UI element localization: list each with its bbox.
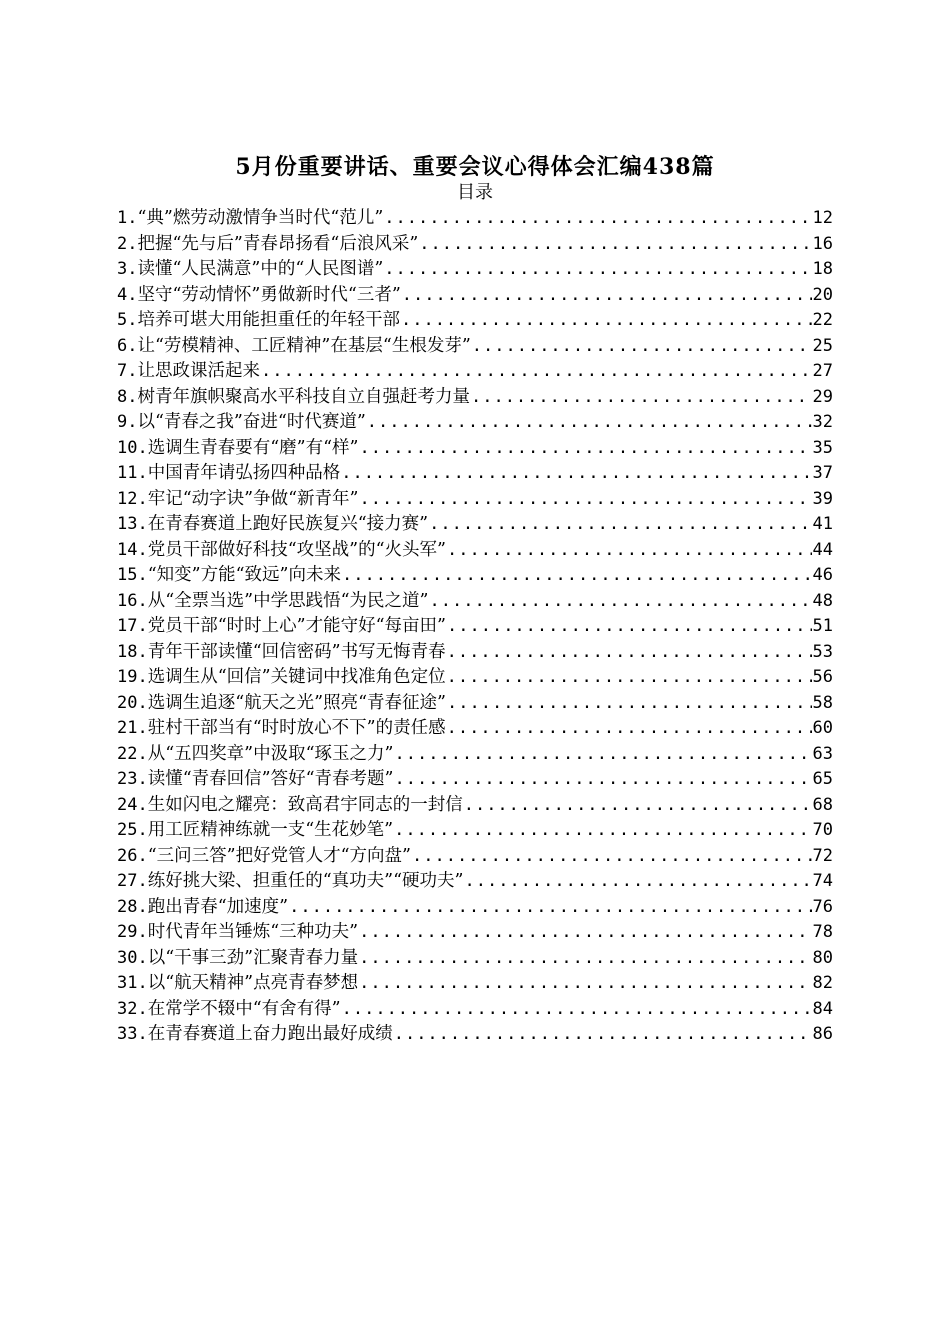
toc-entry-title[interactable]: “三问三答”把好党管人才“方向盘” — [147, 845, 412, 866]
toc-entry-number: 8. — [117, 386, 138, 407]
toc-entry-number: 22. — [117, 743, 148, 764]
toc-entry-number: 10. — [117, 437, 148, 458]
toc-entry-page-number[interactable]: 76 — [812, 896, 833, 917]
toc-dot-leader — [465, 869, 812, 895]
toc-entry[interactable] — [117, 436, 833, 462]
toc-entry-number: 25. — [117, 820, 148, 840]
toc-entry[interactable] — [117, 461, 833, 487]
toc-entry-page-number[interactable]: 27 — [812, 361, 833, 381]
toc-entry-number: 18. — [117, 641, 148, 662]
toc-entry-number: 16. — [117, 590, 148, 611]
toc-entry-title[interactable]: 中国青年请弘扬四种品格 — [147, 463, 341, 483]
toc-entry-number: 29. — [117, 922, 148, 942]
toc-entry-page-number[interactable]: 84 — [812, 998, 833, 1019]
toc-entry-number: 5. — [117, 310, 138, 330]
toc-dot-leader — [447, 538, 812, 564]
toc-entry-page-number[interactable]: 53 — [812, 641, 833, 662]
toc-entry[interactable] — [117, 844, 833, 870]
toc-dot-leader — [472, 334, 812, 360]
toc-entry-page-number[interactable]: 60 — [812, 718, 833, 738]
toc-entry[interactable] — [117, 512, 833, 538]
toc-entry-title[interactable]: 时代青年当锤炼“三种功夫” — [147, 922, 359, 942]
toc-entry-number: 21. — [117, 718, 148, 738]
toc-entry-page-number[interactable]: 86 — [812, 1024, 833, 1044]
toc-entry[interactable] — [117, 410, 833, 436]
toc-dot-leader — [394, 1022, 812, 1048]
toc-entry-number: 6. — [117, 335, 138, 356]
toc-entry-page-number[interactable]: 37 — [812, 463, 833, 483]
toc-entry-page-number[interactable]: 46 — [812, 565, 833, 585]
toc-heading: 目录 — [457, 182, 493, 203]
toc-entry[interactable] — [117, 257, 833, 283]
toc-entry[interactable] — [117, 283, 833, 309]
toc-entry-number: 12. — [117, 488, 148, 509]
toc-dot-leader — [289, 895, 811, 921]
toc-entry[interactable] — [117, 589, 833, 615]
toc-entry-page-number[interactable]: 25 — [812, 335, 833, 356]
toc-entry-page-number[interactable]: 56 — [812, 667, 833, 687]
toc-entry-page-number[interactable]: 72 — [812, 845, 833, 866]
toc-dot-leader — [384, 206, 811, 232]
toc-entry-number: 20. — [117, 692, 148, 713]
toc-entry-title[interactable]: 在青春赛道上奋力跑出最好成绩 — [147, 1024, 393, 1044]
toc-entry-page-number[interactable]: 35 — [812, 437, 833, 458]
toc-entry-title[interactable]: 让思政课活起来 — [137, 361, 260, 381]
toc-entry-title[interactable]: 跑出青春“加速度” — [147, 896, 289, 917]
toc-entry-title[interactable]: 党员干部做好科技“攻坚战”的“火头军” — [147, 539, 447, 560]
toc-entry-number: 30. — [117, 947, 148, 968]
toc-entry-page-number[interactable]: 18 — [812, 259, 833, 279]
toc-entry-title[interactable]: 坚守“劳动情怀”勇做新时代“三者” — [137, 284, 401, 305]
toc-dot-leader — [360, 487, 812, 513]
toc-entry[interactable] — [117, 334, 833, 360]
toc-entry-title[interactable]: 树青年旗帜聚高水平科技自立自强赶考力量 — [137, 386, 470, 407]
toc-entry-page-number[interactable]: 82 — [812, 973, 833, 993]
toc-entry[interactable] — [117, 359, 833, 385]
toc-entry-title[interactable]: 选调生青春要有“磨”有“样” — [147, 437, 359, 458]
toc-entry-number: 24. — [117, 794, 148, 815]
toc-entry[interactable] — [117, 563, 833, 589]
toc-entry-title[interactable]: 从“五四奖章”中汲取“琢玉之力” — [147, 743, 394, 764]
toc-entry-number: 33. — [117, 1024, 148, 1044]
toc-entry-page-number[interactable]: 65 — [812, 769, 833, 789]
toc-entry[interactable] — [117, 206, 833, 232]
toc-dot-leader — [367, 410, 812, 436]
toc-entry[interactable] — [117, 538, 833, 564]
toc-entry-number: 27. — [117, 871, 148, 891]
toc-entry[interactable] — [117, 665, 833, 691]
toc-dot-leader — [342, 563, 812, 589]
toc-entry-page-number[interactable]: 80 — [812, 947, 833, 968]
toc-entry-page-number[interactable]: 78 — [812, 922, 833, 942]
toc-dot-leader — [342, 997, 812, 1023]
toc-entry-number: 23. — [117, 769, 148, 789]
toc-entry-title[interactable]: 从“全票当选”中学思践悟“为民之道” — [147, 590, 429, 611]
toc-entry-title[interactable]: “知变”方能“致远”向未来 — [147, 565, 342, 585]
toc-entry-number: 9. — [117, 412, 138, 432]
toc-entry-title[interactable]: 党员干部“时时上心”才能守好“每亩田” — [147, 616, 447, 636]
toc-entry[interactable] — [117, 971, 833, 997]
toc-entry-page-number[interactable]: 51 — [812, 616, 833, 636]
toc-dot-leader — [447, 614, 812, 640]
toc-entry-title[interactable]: 把握“先与后”青春昂扬看“后浪风采” — [137, 233, 419, 254]
toc-entry-page-number[interactable]: 16 — [812, 233, 833, 254]
toc-dot-leader — [261, 359, 812, 385]
toc-dot-leader — [401, 308, 812, 334]
toc-dot-leader — [359, 971, 811, 997]
toc-dot-leader — [384, 257, 811, 283]
toc-entry-title[interactable]: 用工匠精神练就一支“生花妙笔” — [147, 820, 394, 840]
toc-entry-title[interactable]: 以“航天精神”点亮青春梦想 — [147, 973, 359, 993]
toc-entry[interactable] — [117, 308, 833, 334]
toc-dot-leader — [430, 589, 812, 615]
toc-entry-title[interactable]: 驻村干部当有“时时放心不下”的责任感 — [147, 718, 446, 738]
toc-entry-page-number[interactable]: 32 — [812, 412, 833, 432]
toc-entry[interactable] — [117, 869, 833, 895]
toc-entry-page-number[interactable]: 68 — [812, 794, 833, 815]
toc-entry-number: 19. — [117, 667, 148, 687]
toc-entry[interactable] — [117, 487, 833, 513]
toc-entry-page-number[interactable]: 29 — [812, 386, 833, 407]
toc-entry-title[interactable]: 青年干部读懂“回信密码”书写无悔青春 — [147, 641, 446, 662]
toc-entry[interactable] — [117, 997, 833, 1023]
toc-entry-number: 28. — [117, 896, 148, 917]
toc-entry[interactable] — [117, 385, 833, 411]
toc-entry-page-number[interactable]: 39 — [812, 488, 833, 509]
toc-entry-number: 1. — [117, 208, 138, 228]
toc-dot-leader — [412, 844, 812, 870]
toc-entry-page-number[interactable]: 44 — [812, 539, 833, 560]
toc-dot-leader — [359, 946, 811, 972]
toc-entry[interactable] — [117, 895, 833, 921]
toc-entry-number: 4. — [117, 284, 138, 305]
toc-dot-leader — [429, 512, 811, 538]
toc-entry-page-number[interactable]: 12 — [812, 208, 833, 228]
toc-entry[interactable] — [117, 1022, 833, 1048]
toc-entry-title[interactable]: 以“干事三劲”汇聚青春力量 — [147, 947, 359, 968]
toc-entry[interactable] — [117, 640, 833, 666]
toc-entry[interactable] — [117, 793, 833, 819]
toc-entry-number: 26. — [117, 845, 148, 866]
toc-dot-leader — [471, 385, 812, 411]
toc-entry-title[interactable]: 在青春赛道上跑好民族复兴“接力赛” — [147, 514, 429, 534]
toc-entry-title[interactable]: 以“青春之我”奋进“时代赛道” — [137, 412, 366, 432]
toc-entry-page-number[interactable]: 58 — [812, 692, 833, 713]
toc-entry-page-number[interactable]: 70 — [812, 820, 833, 840]
toc-entry-title[interactable]: 读懂“青春回信”答好“青春考题” — [147, 769, 394, 789]
toc-entry-title[interactable]: 让“劳模精神、工匠精神”在基层“生根发芽” — [137, 335, 471, 356]
toc-dot-leader — [447, 716, 812, 742]
toc-entry-title[interactable]: 牢记“动字诀”争做“新青年” — [147, 488, 359, 509]
toc-entry-page-number[interactable]: 74 — [812, 871, 833, 891]
toc-dot-leader — [402, 283, 812, 309]
toc-entry-number: 11. — [117, 463, 148, 483]
toc-entry-number: 7. — [117, 361, 138, 381]
toc-entry-page-number[interactable]: 41 — [812, 514, 833, 534]
toc-dot-leader — [395, 742, 812, 768]
toc-entry-title[interactable]: 练好挑大梁、担重任的“真功夫”“硬功夫” — [147, 871, 464, 891]
toc-dot-leader — [394, 818, 811, 844]
toc-entry-number: 13. — [117, 514, 148, 534]
toc-entry-title[interactable]: 生如闪电之耀亮：致高君宇同志的一封信 — [147, 794, 463, 815]
toc-entry-number: 17. — [117, 616, 148, 636]
toc-dot-leader — [447, 665, 812, 691]
toc-entry[interactable] — [117, 691, 833, 717]
toc-entry-title[interactable]: 在常学不辍中“有舍有得” — [147, 998, 341, 1019]
toc-entry[interactable] — [117, 818, 833, 844]
toc-entry-number: 32. — [117, 998, 148, 1019]
toc-entry[interactable] — [117, 716, 833, 742]
toc-entry-number: 2. — [117, 233, 138, 254]
toc-entry-title[interactable]: 选调生从“回信”关键词中找准角色定位 — [147, 667, 446, 687]
toc-entry-number: 15. — [117, 565, 148, 585]
toc-entry-title[interactable]: 选调生追逐“航天之光”照亮“青春征途” — [147, 692, 447, 713]
toc-dot-leader — [360, 436, 812, 462]
toc-entry[interactable] — [117, 920, 833, 946]
toc-entry[interactable] — [117, 614, 833, 640]
toc-entry-title[interactable]: “典”燃劳动激情争当时代“范儿” — [137, 208, 384, 228]
toc-entry-page-number[interactable]: 22 — [812, 310, 833, 330]
toc-dot-leader — [447, 691, 812, 717]
toc-entry-title[interactable]: 读懂“人民满意”中的“人民图谱” — [137, 259, 384, 279]
toc-entry-page-number[interactable]: 20 — [812, 284, 833, 305]
toc-dot-leader — [464, 793, 812, 819]
toc-entry[interactable] — [117, 767, 833, 793]
toc-dot-leader — [419, 232, 811, 258]
table-of-contents — [117, 206, 833, 1048]
toc-entry[interactable] — [117, 232, 833, 258]
toc-entry-title[interactable]: 培养可堪大用能担重任的年轻干部 — [137, 310, 400, 330]
toc-dot-leader — [447, 640, 812, 666]
toc-entry-number: 3. — [117, 259, 138, 279]
toc-entry-page-number[interactable]: 63 — [812, 743, 833, 764]
toc-dot-leader — [341, 461, 811, 487]
toc-dot-leader — [395, 767, 812, 793]
toc-dot-leader — [359, 920, 811, 946]
toc-entry[interactable] — [117, 946, 833, 972]
toc-entry[interactable] — [117, 742, 833, 768]
toc-entry-number: 14. — [117, 539, 148, 560]
document-title: 5月份重要讲话、重要会议心得体会汇编438篇 — [235, 154, 715, 180]
toc-entry-page-number[interactable]: 48 — [812, 590, 833, 611]
toc-entry-number: 31. — [117, 973, 148, 993]
